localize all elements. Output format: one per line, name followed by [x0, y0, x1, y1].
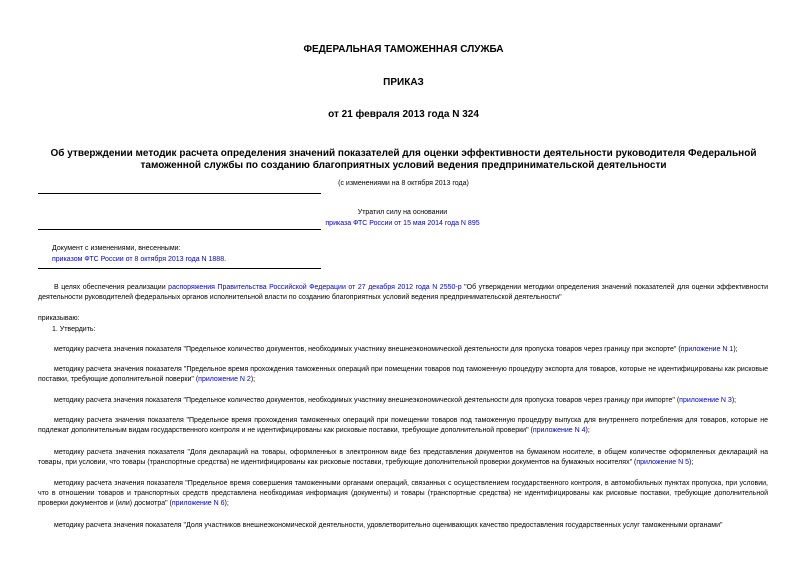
divider	[38, 229, 321, 230]
lost-force-note	[300, 207, 505, 229]
document-title: Об утверждении методик расчета определения значений показателей для оценки эффективности деятельности руководителя Федеральной таможенной службы по созданию благоприятных условий ведения предпринимательской деятельности	[50, 148, 757, 171]
date-number-heading: от 21 февраля 2013 года N 324	[328, 109, 479, 120]
method-item	[38, 365, 768, 385]
method-end: );	[224, 500, 229, 507]
appendix-link[interactable]: приложение N 2	[198, 376, 251, 383]
amendments-note: (с изменениями на 8 октября 2013 года)	[338, 180, 469, 187]
lost-force-link[interactable]: приказа ФТС России от 15 мая 2014 года N 895	[325, 220, 480, 227]
divider	[38, 193, 321, 194]
order-word: приказываю:	[38, 315, 80, 322]
method-text: методику расчета значения показателя "Доля участников внешнеэкономической деятельности, удовлетворительно оценивающих качество предоставления государственных услуг таможенными органами"	[54, 522, 723, 529]
method-text: методику расчета значения показателя "Предельное время прохождения таможенных операций при помещении товаров под таможенную процедуру выпуска для внутреннего потребления для товаров, которые не подлежат дополнительным видам государственного контроля и не идентифицированы как рисковые поставки, требующие дополнительной проверки" (	[38, 417, 768, 434]
method-item	[38, 448, 768, 468]
preamble-text: В целях обеспечения реализации	[54, 284, 169, 291]
method-text: методику расчета значения показателя "Предельное количество документов, необходимых участнику внешнеэкономической деятельности для пропуска товаров через границу при экспорте" (	[54, 346, 681, 353]
method-end: );	[733, 346, 738, 353]
method-item	[38, 479, 768, 509]
method-end: );	[731, 397, 737, 404]
method-text: методику расчета значения показателя "Доля деклараций на товары, оформленных в электронном виде без представления документов на бумажном носителе, в общем количестве оформленных деклараций на товары, при условии, что товары (транспортные средства) не идентифицированы как рисковые поставки, требующие дополнительной проверки документов на бумажных носителях" (	[38, 449, 768, 466]
appendix-link[interactable]: приложение N 1	[680, 346, 734, 353]
doc-with-changes	[52, 243, 322, 265]
appendix-link[interactable]: приложение N 6	[171, 500, 225, 507]
changes-link[interactable]: приказом ФТС России от 8 октября 2013 года N 1888	[52, 256, 225, 263]
doc-with-changes-label: Документ с изменениями, внесенными:	[52, 245, 181, 252]
preamble-paragraph	[38, 283, 768, 303]
method-text: методику расчета значения показателя "Предельное время прохождения таможенных операций при помещении товаров под таможенную процедуру экспорта для товаров, которые не идентифицированы как рисковые поставки, требующие дополнительной поверки" (	[38, 366, 768, 383]
appendix-link[interactable]: приложение N 5	[636, 459, 689, 466]
method-end: );	[250, 376, 256, 383]
period: .	[224, 256, 227, 263]
method-item	[38, 345, 768, 355]
appendix-link[interactable]: приложение N 4	[532, 427, 586, 434]
method-end: );	[689, 459, 694, 466]
method-item	[38, 521, 768, 531]
item-1: 1. Утвердить:	[52, 326, 96, 333]
method-end: );	[585, 427, 590, 434]
divider	[38, 268, 321, 269]
appendix-link[interactable]: приложение N 3	[679, 397, 732, 404]
method-text: методику расчета значения показателя "Предельное количество документов, необходимых участнику внешнеэкономической деятельности для пропуска товаров через границу при импорте" (	[54, 397, 680, 404]
preamble-text-end: "Об утверждении методики определения значений показателей для оценки эффективности деятельности руководителей федеральных органов исполнительной власти по созданию благоприятных условий ведения предпринимательской деятельности"	[38, 284, 768, 301]
method-item	[38, 396, 768, 406]
agency-heading: ФЕДЕРАЛЬНАЯ ТАМОЖЕННАЯ СЛУЖБА	[303, 44, 504, 55]
preamble-link[interactable]: распоряжения Правительства Российской Федерации от 27 декабря 2012 года N 2550-р	[168, 284, 462, 291]
method-item	[38, 416, 768, 436]
doc-type-heading: ПРИКАЗ	[383, 77, 424, 88]
method-text: методику расчета значения показателя "Предельное время совершения таможенными органами операций, связанных с осуществлением государственного контроля, в автомобильных пунктах пропуска, при условии, что в отношении товаров и транспортных средств представлена необходимая информация (документы) и товары (транспортные средства) не идентифицированы как рисковые поставки, требующие дополнительной проверки документов и (или) досмотра" (	[38, 480, 768, 507]
lost-force-text: Утратил силу на основании	[357, 209, 448, 216]
